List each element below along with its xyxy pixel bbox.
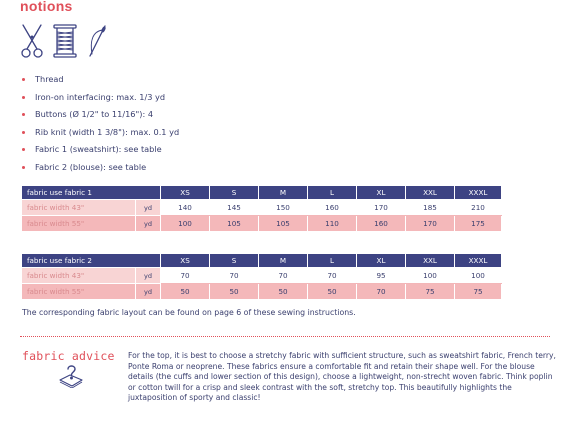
table-cell: 100	[161, 216, 210, 232]
fabric-question-icon	[58, 364, 84, 388]
row-label: fabric width 55"	[22, 284, 136, 300]
table-cell: 160	[357, 216, 406, 232]
row-label: fabric width 43"	[22, 200, 136, 216]
fabric-layout-note: The corresponding fabric layout can be found on page 6 of these sewing instructions.	[22, 308, 356, 317]
list-item: Buttons (Ø 1/2" to 11/16"): 4	[22, 109, 179, 120]
table-cell: 170	[357, 200, 406, 216]
size-header: L	[308, 254, 357, 268]
thread-spool-icon	[52, 24, 78, 58]
size-header: M	[259, 186, 308, 200]
size-header: XXXL	[455, 254, 502, 268]
table-cell: 70	[308, 268, 357, 284]
fabric-2-table	[21, 253, 502, 300]
size-header: XL	[357, 186, 406, 200]
row-label: fabric width 43"	[22, 268, 136, 284]
section-divider	[20, 336, 550, 337]
scissors-icon	[20, 24, 44, 58]
table-cell: 70	[259, 268, 308, 284]
needle-icon	[86, 24, 108, 58]
table-cell: 75	[455, 284, 502, 300]
table-cell: 185	[406, 200, 455, 216]
list-item: Iron-on interfacing: max. 1/3 yd	[22, 92, 179, 103]
table-cell: 50	[210, 284, 259, 300]
size-header: XS	[161, 186, 210, 200]
table-cell: 110	[308, 216, 357, 232]
table-row	[22, 284, 502, 300]
size-header: XXL	[406, 186, 455, 200]
table-header-label: fabric use fabric 1	[22, 186, 161, 200]
table-row	[22, 216, 502, 232]
table-header-label: fabric use fabric 2	[22, 254, 161, 268]
unit-cell: yd	[136, 216, 161, 232]
size-header: S	[210, 186, 259, 200]
table-cell: 210	[455, 200, 502, 216]
table-cell: 75	[406, 284, 455, 300]
table-cell: 175	[455, 216, 502, 232]
unit-cell: yd	[136, 200, 161, 216]
table-cell: 140	[161, 200, 210, 216]
table-header-row	[22, 254, 502, 268]
size-header: XXXL	[455, 186, 502, 200]
page-title: notions	[20, 0, 73, 14]
table-row	[22, 268, 502, 284]
list-item: Fabric 1 (sweatshirt): see table	[22, 144, 179, 155]
table-cell: 145	[210, 200, 259, 216]
table-cell: 100	[455, 268, 502, 284]
notions-list	[22, 74, 179, 180]
table-cell: 50	[259, 284, 308, 300]
size-header: M	[259, 254, 308, 268]
unit-cell: yd	[136, 268, 161, 284]
table-cell: 150	[259, 200, 308, 216]
row-label: fabric width 55"	[22, 216, 136, 232]
list-item: Rib knit (width 1 3/8"): max. 0.1 yd	[22, 127, 179, 138]
table-cell: 170	[406, 216, 455, 232]
size-header: XS	[161, 254, 210, 268]
table-cell: 70	[357, 284, 406, 300]
fabric-advice-text: For the top, it is best to choose a stretchy fabric with sufficient structure, such as sweatshirt fabric, French terry, Ponte Roma or neoprene. These fabrics ensure a comfortable fit and retain their shape well. For the blouse details (the cuffs and lower section of this design), choose a lightweight, non-strecht woven fabric. Think poplin or cotton twill for a crisp and sleek contrast with the soft, stretchy top. This beautifully highlights the juxtaposition of sporty and classic!	[128, 351, 556, 403]
table-cell: 50	[161, 284, 210, 300]
size-header: XXL	[406, 254, 455, 268]
table-cell: 70	[161, 268, 210, 284]
fabric-1-table	[21, 185, 502, 232]
table-cell: 105	[259, 216, 308, 232]
table-row	[22, 200, 502, 216]
table-cell: 105	[210, 216, 259, 232]
table-cell: 100	[406, 268, 455, 284]
size-header: XL	[357, 254, 406, 268]
size-header: S	[210, 254, 259, 268]
table-cell: 95	[357, 268, 406, 284]
list-item: Fabric 2 (blouse): see table	[22, 162, 179, 173]
table-header-row	[22, 186, 502, 200]
table-cell: 50	[308, 284, 357, 300]
table-cell: 70	[210, 268, 259, 284]
list-item: Thread	[22, 74, 179, 85]
size-header: L	[308, 186, 357, 200]
unit-cell: yd	[136, 284, 161, 300]
table-cell: 160	[308, 200, 357, 216]
fabric-advice-heading: fabric advice	[22, 349, 115, 363]
